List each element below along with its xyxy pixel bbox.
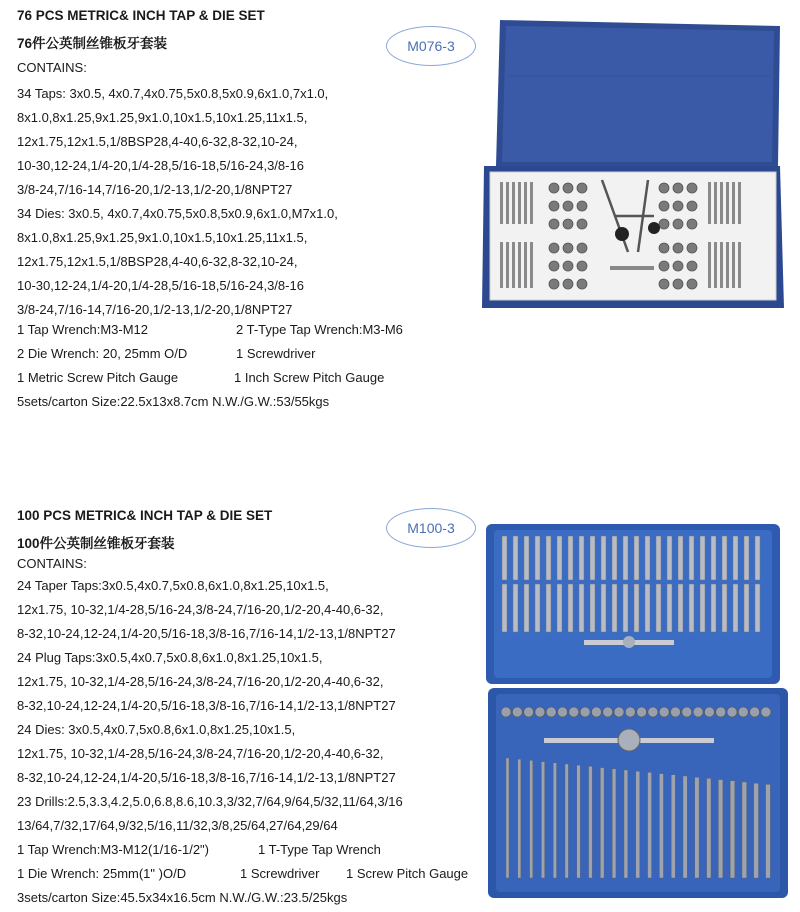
tap-shape	[755, 536, 760, 580]
spec-line: 34 Dies: 3x0.5, 4x0.7,4x0.75,5x0.8,5x0.9,6x1.0,M7x1.0,	[17, 206, 338, 221]
tap-shape	[601, 584, 606, 632]
tap-shape	[557, 584, 562, 632]
drill-shape	[766, 784, 771, 878]
product-title: 100 PCS METRIC& INCH TAP & DIE SET	[17, 508, 273, 523]
tap-shape	[557, 536, 562, 580]
spec-line: 12x1.75, 10-32,1/4-28,5/16-24,3/8-24,7/16-20,1/2-20,4-40,6-32,	[17, 746, 384, 761]
accessory-item: 1 T-Type Tap Wrench	[258, 842, 381, 857]
tap-shape	[689, 536, 694, 580]
die-shape	[558, 707, 568, 717]
tap-shape	[733, 584, 738, 632]
tap-shape	[711, 536, 716, 580]
drill-shape	[648, 772, 652, 878]
die-shape	[625, 707, 635, 717]
tap-shape	[579, 584, 584, 632]
tap-shape	[667, 584, 672, 632]
spec-line: 3/8-24,7/16-14,7/16-20,1/2-13,1/2-20,1/8NPT27	[17, 302, 293, 317]
tap-shape	[656, 584, 661, 632]
tap-shape	[623, 536, 628, 580]
product-76pcs	[0, 0, 800, 430]
tap-shape	[590, 584, 595, 632]
die-shape	[501, 707, 511, 717]
tap-shape	[590, 536, 595, 580]
tap-shape	[722, 536, 727, 580]
die-shape	[648, 707, 658, 717]
accessory-item: 1 Die Wrench: 25mm(1" )O/D	[17, 866, 187, 881]
drill-shape	[530, 760, 533, 878]
drill-shape	[565, 764, 568, 878]
tap-shape	[535, 584, 540, 632]
die-shape	[524, 707, 534, 717]
die-shape	[614, 707, 624, 717]
drill-shape	[742, 782, 747, 878]
drill-shape	[577, 765, 580, 878]
packing-info: 5sets/carton Size:22.5x13x8.7cm N.W./G.W.:53/55kgs	[17, 394, 330, 409]
die-shape	[738, 707, 748, 717]
die-shape	[716, 707, 726, 717]
drill-shape	[612, 769, 616, 878]
drill-shape	[683, 776, 687, 878]
die-shape	[512, 707, 522, 717]
tap-shape	[645, 536, 650, 580]
die-shape	[693, 707, 703, 717]
spec-line: 8x1.0,8x1.25,9x1.25,9x1.0,10x1.5,10x1.25,11x1.5,	[17, 110, 308, 125]
die-shape	[535, 707, 545, 717]
tap-shape	[601, 536, 606, 580]
tap-shape	[612, 536, 617, 580]
tap-shape	[513, 536, 518, 580]
tap-shape	[744, 584, 749, 632]
die-shape	[750, 707, 760, 717]
product-100pcs	[0, 500, 800, 912]
spec-line: 24 Taper Taps:3x0.5,4x0.7,5x0.8,6x1.0,8x1.25,10x1.5,	[17, 578, 329, 593]
accessory-item: 1 Tap Wrench:M3-M12(1/16-1/2")	[17, 842, 209, 857]
tap-shape	[711, 584, 716, 632]
tap-shape	[656, 536, 661, 580]
die-shape	[591, 707, 601, 717]
tap-shape	[678, 536, 683, 580]
tap-shape	[568, 536, 573, 580]
die-shape	[580, 707, 590, 717]
die-shape	[671, 707, 681, 717]
tap-shape	[546, 584, 551, 632]
accessory-item: 1 Screwdriver	[240, 866, 320, 881]
drill-shape	[600, 768, 604, 878]
spec-line: 24 Plug Taps:3x0.5,4x0.7,5x0.8,6x1.0,8x1.25,10x1.5,	[17, 650, 323, 665]
tap-shape	[689, 584, 694, 632]
product-photo-100pcs	[484, 522, 794, 902]
accessory-item: 1 Screwdriver	[236, 346, 316, 361]
drill-shape	[707, 778, 711, 878]
spec-line: 13/64,7/32,17/64,9/32,5/16,11/32,3/8,25/64,27/64,29/64	[17, 818, 338, 833]
spec-line: 12x1.75,12x1.5,1/8BSP28,4-40,6-32,8-32,10-24,	[17, 254, 298, 269]
model-badge: M100-3	[386, 508, 476, 548]
drill-shape	[624, 770, 628, 878]
product-title: 76 PCS METRIC& INCH TAP & DIE SET	[17, 8, 265, 23]
accessory-item: 2 Die Wrench: 20, 25mm O/D	[17, 346, 188, 361]
tap-shape	[612, 584, 617, 632]
drill-shape	[518, 759, 521, 878]
tap-shape	[744, 536, 749, 580]
product-subtitle-cn: 76件公英制丝锥板牙套装	[17, 36, 168, 51]
drill-shape	[695, 777, 699, 878]
contains-label: CONTAINS:	[17, 556, 87, 571]
contains-label: CONTAINS:	[17, 60, 87, 75]
accessory-item: 1 Screw Pitch Gauge	[346, 866, 469, 881]
tap-shape	[700, 584, 705, 632]
accessory-item: 2 T-Type Tap Wrench:M3-M6	[236, 322, 403, 337]
tap-shape	[634, 536, 639, 580]
product-subtitle-cn: 100件公英制丝锥板牙套装	[17, 536, 175, 551]
tap-shape	[546, 536, 551, 580]
tap-shape	[667, 536, 672, 580]
tap-shape	[733, 536, 738, 580]
accessory-item: 1 Inch Screw Pitch Gauge	[234, 370, 385, 385]
tap-shape	[502, 584, 507, 632]
spec-line: 10-30,12-24,1/4-20,1/4-28,5/16-18,5/16-24,3/8-16	[17, 278, 304, 293]
tap-shape	[568, 584, 573, 632]
tap-shape	[524, 584, 529, 632]
tap-shape	[700, 536, 705, 580]
tap-shape	[513, 584, 518, 632]
product-photo-76pcs	[478, 16, 788, 316]
tap-shape	[623, 584, 628, 632]
drill-shape	[730, 781, 735, 878]
drill-shape	[589, 766, 593, 878]
packing-info: 3sets/carton Size:45.5x34x16.5cm N.W./G.W.:23.5/25kgs	[17, 890, 348, 905]
die-shape	[682, 707, 692, 717]
die-shape	[569, 707, 579, 717]
spec-line: 24 Dies: 3x0.5,4x0.7,5x0.8,6x1.0,8x1.25,10x1.5,	[17, 722, 296, 737]
tap-shape	[524, 536, 529, 580]
tap-shape	[755, 584, 760, 632]
die-shape	[761, 707, 771, 717]
die-shape	[727, 707, 737, 717]
tap-shape	[722, 584, 727, 632]
drill-shape	[718, 780, 722, 878]
drill-shape	[636, 771, 640, 878]
drill-shape	[541, 762, 544, 878]
drill-shape	[754, 783, 759, 878]
die-shape	[546, 707, 556, 717]
spec-line: 23 Drills:2.5,3.3,4.2,5.0,6.8,8.6,10.3,3/32,7/64,9/64,5/32,11/64,3/16	[17, 794, 403, 809]
tap-shape	[535, 536, 540, 580]
model-badge: M076-3	[386, 26, 476, 66]
die-shape	[659, 707, 669, 717]
spec-line: 8-32,10-24,12-24,1/4-20,5/16-18,3/8-16,7/16-14,1/2-13,1/8NPT27	[17, 698, 396, 713]
drill-shape	[553, 763, 556, 878]
spec-line: 12x1.75, 10-32,1/4-28,5/16-24,3/8-24,7/16-20,1/2-20,4-40,6-32,	[17, 602, 384, 617]
tap-shape	[634, 584, 639, 632]
accessory-item: 1 Tap Wrench:M3-M12	[17, 322, 149, 337]
spec-line: 3/8-24,7/16-14,7/16-20,1/2-13,1/2-20,1/8NPT27	[17, 182, 293, 197]
tap-shape	[678, 584, 683, 632]
spec-line: 34 Taps: 3x0.5, 4x0.7,4x0.75,5x0.8,5x0.9,6x1.0,7x1.0,	[17, 86, 329, 101]
spec-line: 12x1.75,12x1.5,1/8BSP28,4-40,6-32,8-32,10-24,	[17, 134, 298, 149]
tap-shape	[645, 584, 650, 632]
spec-line: 12x1.75, 10-32,1/4-28,5/16-24,3/8-24,7/16-20,1/2-20,4-40,6-32,	[17, 674, 384, 689]
die-shape	[603, 707, 613, 717]
tap-shape	[579, 536, 584, 580]
drill-shape	[506, 758, 509, 878]
drill-shape	[659, 774, 663, 878]
accessory-item: 1 Metric Screw Pitch Gauge	[17, 370, 179, 385]
spec-line: 8-32,10-24,12-24,1/4-20,5/16-18,3/8-16,7/16-14,1/2-13,1/8NPT27	[17, 770, 396, 785]
drill-shape	[671, 775, 675, 878]
spec-line: 10-30,12-24,1/4-20,1/4-28,5/16-18,5/16-24,3/8-16	[17, 158, 304, 173]
spec-line: 8x1.0,8x1.25,9x1.25,9x1.0,10x1.5,10x1.25,11x1.5,	[17, 230, 308, 245]
die-shape	[704, 707, 714, 717]
spec-line: 8-32,10-24,12-24,1/4-20,5/16-18,3/8-16,7/16-14,1/2-13,1/8NPT27	[17, 626, 396, 641]
tap-shape	[502, 536, 507, 580]
die-shape	[637, 707, 647, 717]
